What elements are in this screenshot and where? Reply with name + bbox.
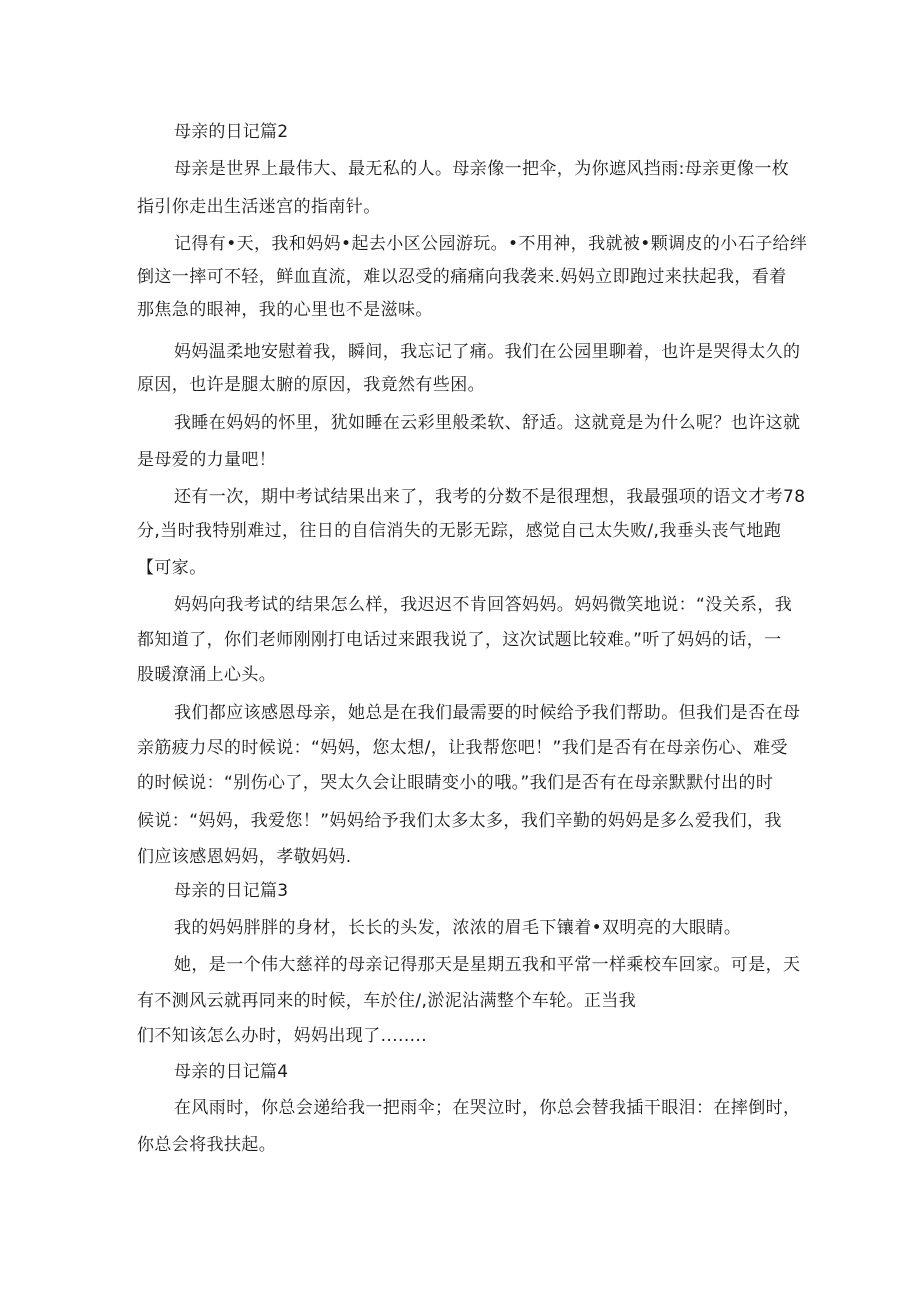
paragraph-line: 亲筋疲力尽的时候说：“妈妈，您太想/，让我帮您吧！”我们是否有在母亲伤心、难受 — [137, 738, 788, 758]
paragraph-line: 我的妈妈胖胖的身材，长长的头发，浓浓的眉毛下镶着•双明亮的大眼睛。 — [174, 918, 742, 938]
paragraph-line: 是母爱的力量吧！ — [137, 450, 277, 470]
paragraph-line: 候说：“妈妈，我爱您！”妈妈给予我们太多太多，我们辛勤的妈妈是多么爱我们，我 — [137, 811, 782, 831]
paragraph-line: 原因，也许是腿太腑的原因，我竟然有些困。 — [137, 375, 485, 395]
paragraph-line: 妈妈温柔地安慰着我，瞬间，我忘记了痛。我们在公园里聊着，也许是哭得太久的 — [174, 342, 801, 362]
paragraph-line: 分,当时我特别难过，往日的自信消失的无影无踪，感觉自己太失败/,我垂头丧气地跑 — [137, 521, 782, 541]
paragraph-line: 们应该感恩妈妈，孝敬妈妈. — [137, 847, 352, 867]
paragraph-line: 指引你走出生活迷宫的指南针。 — [137, 197, 381, 217]
paragraph-line: 股暖潦涌上心头。 — [137, 665, 277, 685]
paragraph-line: 【可家。 — [137, 558, 207, 578]
paragraph-line: 们不知该怎么办时，妈妈出现了........ — [137, 1026, 428, 1046]
section-heading-2: 母亲的日记篇2 — [174, 122, 289, 142]
section-heading-3: 母亲的日记篇3 — [174, 881, 289, 901]
paragraph-line: 还有一次，期中考试结果出来了，我考的分数不是很理想，我最强项的语文才考78 — [174, 487, 806, 507]
paragraph-line: 我们都应该感恩母亲，她总是在我们最需要的时候给予我们帮助。但我们是否在母 — [174, 703, 801, 723]
paragraph-line: 在风雨时，你总会递给我一把雨伞；在哭泣时，你总会替我插干眼泪：在摔倒时， — [174, 1098, 801, 1118]
paragraph-line: 记得有•天，我和妈妈•起去小区公园游玩。•不用神，我就被•颗调皮的小石子给绊 — [174, 234, 808, 254]
section-heading-4: 母亲的日记篇4 — [174, 1062, 289, 1082]
paragraph-line: 的时候说：“别伤心了，哭太久会让眼睛变小的哦。”我们是否有在母亲默默付出的时 — [137, 773, 774, 793]
paragraph-line: 倒这一摔可不轻，鲜血直流，难以忍受的痛痛向我袭来.妈妈立即跑过来扶起我，看着 — [137, 267, 787, 287]
paragraph-line: 有不测风云就再同来的时候，车於住/,淤泥沾满整个车轮。正当我 — [137, 991, 637, 1011]
paragraph-line: 那焦急的眼神，我的心里也不是滋味。 — [137, 300, 433, 320]
paragraph-line: 都知道了，你们老师刚刚打电话过来跟我说了，这次试题比较难。”听了妈妈的话，一 — [137, 630, 782, 650]
paragraph-line: 你总会将我扶起。 — [137, 1135, 277, 1155]
paragraph-line: 妈妈向我考试的结果怎么样，我迟迟不肯回答妈妈。妈妈微笑地说：“没关系，我 — [174, 595, 793, 615]
paragraph-line: 母亲是世界上最伟大、最无私的人。母亲像一把伞，为你遮风挡雨:母亲更像一枚 — [174, 159, 790, 179]
paragraph-line: 她，是一个伟大慈祥的母亲记得那天是星期五我和平常一样乘校车回家。可是，天 — [174, 955, 801, 975]
paragraph-line: 我睡在妈妈的怀里，犹如睡在云彩里般柔软、舒适。这就竟是为什么呢？也许这就 — [174, 413, 801, 433]
